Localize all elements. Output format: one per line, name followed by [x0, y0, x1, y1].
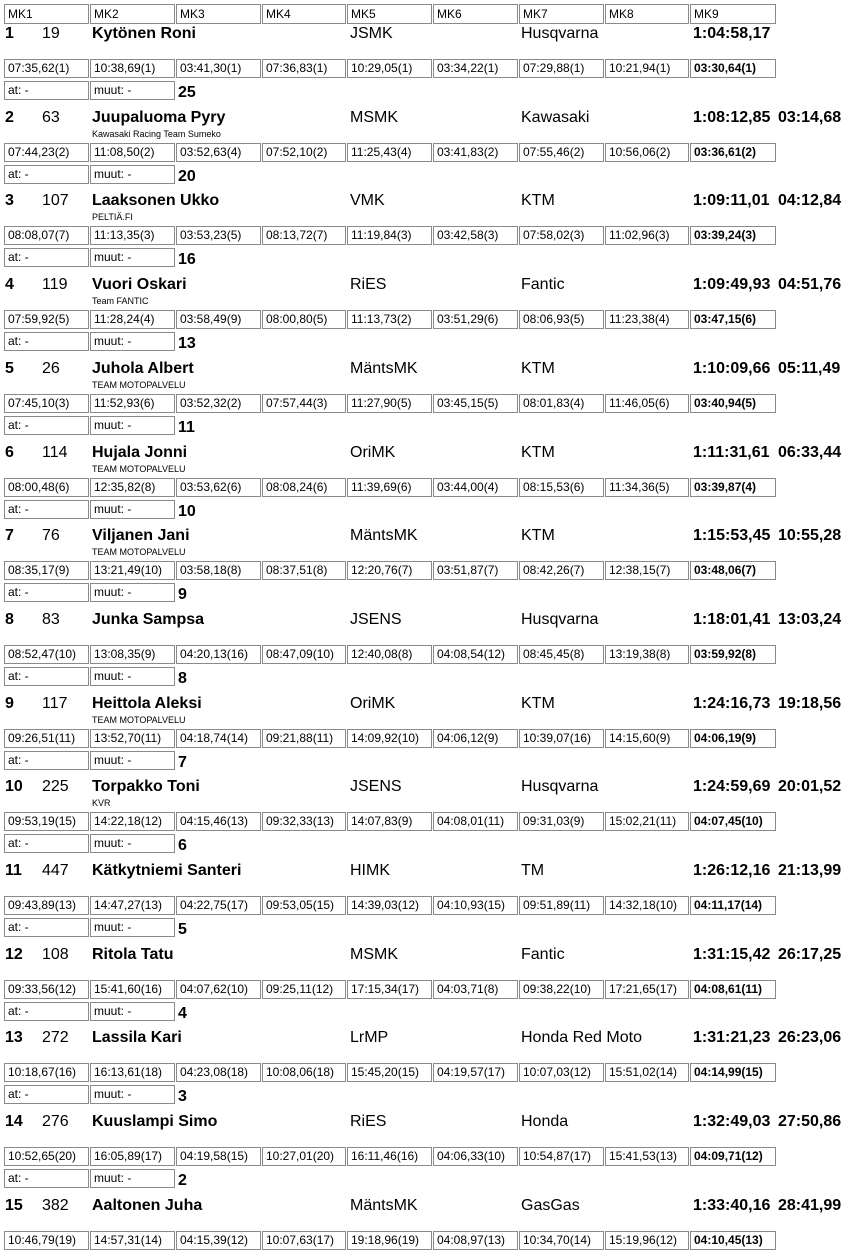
rider-position: 10 [5, 778, 23, 796]
rider-points: 11 [178, 418, 195, 436]
rider-total-time: 1:08:12,85 [693, 108, 771, 126]
rider-gap: 26:17,25 [778, 945, 842, 963]
lap-time-mk5: 14:09,92(10) [347, 729, 432, 748]
rider-club: JSENS [350, 610, 402, 628]
lap-time-mk2: 14:22,18(12) [90, 812, 175, 831]
lap-time-mk3: 04:19,58(15) [176, 1147, 261, 1166]
lap-time-mk6: 04:06,33(10) [433, 1147, 518, 1166]
lap-time-mk6: 03:44,00(4) [433, 478, 518, 497]
lap-time-mk6: 04:03,71(8) [433, 980, 518, 999]
rider-position: 7 [5, 527, 14, 545]
rider-gap: 10:55,28 [778, 527, 842, 545]
rider-name: Vuori Oskari [92, 276, 187, 294]
rider-name: Ritola Tatu [92, 945, 174, 963]
rider-name: Kuuslampi Simo [92, 1113, 218, 1131]
rider-team: TEAM MOTOPALVELU [92, 463, 186, 474]
rider-bike: Kawasaki [521, 108, 590, 126]
lap-time-mk5: 19:18,96(19) [347, 1231, 432, 1250]
lap-time-mk7: 08:06,93(5) [519, 310, 604, 329]
lap-time-mk1: 07:35,62(1) [4, 59, 89, 78]
rider-number: 108 [42, 945, 69, 963]
lap-time-mk3: 04:15,46(13) [176, 812, 261, 831]
rider-club: LrMP [350, 1029, 389, 1047]
rider-bike: Fantic [521, 276, 565, 294]
muut-field: muut: - [90, 332, 175, 351]
rider-club: RiES [350, 1113, 387, 1131]
lap-time-mk1: 08:08,07(7) [4, 226, 89, 245]
lap-time-mk7: 07:29,88(1) [519, 59, 604, 78]
lap-time-mk8: 11:02,96(3) [605, 226, 689, 245]
lap-time-mk8: 15:19,96(12) [605, 1231, 689, 1250]
lap-time-mk9: 03:30,64(1) [690, 59, 776, 78]
lap-time-mk2: 11:13,35(3) [90, 226, 175, 245]
lap-time-mk5: 17:15,34(17) [347, 980, 432, 999]
rider-number: 107 [42, 192, 69, 210]
rider-club: MSMK [350, 108, 398, 126]
rider-number: 225 [42, 778, 69, 796]
column-header-mk7: MK7 [519, 4, 604, 24]
lap-time-mk2: 11:28,24(4) [90, 310, 175, 329]
lap-time-mk1: 09:26,51(11) [4, 729, 89, 748]
lap-time-mk4: 09:53,05(15) [262, 896, 346, 915]
rider-points: 13 [178, 335, 196, 353]
rider-bike: TM [521, 862, 545, 879]
lap-time-mk9: 04:08,61(11) [690, 980, 776, 999]
muut-field: muut: - [90, 667, 175, 686]
lap-time-mk9: 03:36,61(2) [690, 143, 776, 162]
lap-time-mk2: 12:35,82(8) [90, 478, 175, 497]
column-header-mk5: MK5 [347, 4, 432, 24]
rider-number: 382 [42, 1196, 69, 1214]
lap-time-mk8: 17:21,65(17) [605, 980, 689, 999]
rider-gap: 27:50,86 [778, 1113, 842, 1131]
rider-club: JSMK [350, 25, 393, 42]
rider-name: Heittola Aleksi [92, 694, 202, 712]
rider-total-time: 1:24:16,73 [693, 694, 771, 712]
lap-time-mk9: 03:39,24(3) [690, 226, 776, 245]
muut-field: muut: - [90, 1002, 175, 1021]
lap-time-mk1: 09:33,56(12) [4, 980, 89, 999]
rider-position: 2 [5, 108, 14, 126]
lap-time-mk8: 11:46,05(6) [605, 394, 689, 413]
lap-time-mk1: 08:52,47(10) [4, 645, 89, 664]
rider-total-time: 1:32:49,03 [693, 1113, 771, 1131]
at-field: at: - [4, 500, 89, 519]
lap-time-mk9: 03:48,06(7) [690, 561, 776, 580]
lap-time-mk4: 07:52,10(2) [262, 143, 346, 162]
lap-time-mk9: 04:11,17(14) [690, 896, 776, 915]
column-header-mk6: MK6 [433, 4, 518, 24]
lap-time-mk3: 03:53,62(6) [176, 478, 261, 497]
rider-bike: Husqvarna [521, 778, 599, 796]
rider-gap: 04:51,76 [778, 276, 842, 294]
lap-time-mk9: 04:09,71(12) [690, 1147, 776, 1166]
lap-time-mk4: 10:27,01(20) [262, 1147, 346, 1166]
rider-gap: 06:33,44 [778, 443, 842, 461]
lap-time-mk1: 07:45,10(3) [4, 394, 89, 413]
lap-time-mk8: 12:38,15(7) [605, 561, 689, 580]
lap-time-mk6: 03:42,58(3) [433, 226, 518, 245]
lap-time-mk4: 09:25,11(12) [262, 980, 346, 999]
lap-time-mk5: 10:29,05(1) [347, 59, 432, 78]
rider-position: 5 [5, 359, 14, 377]
rider-name: Kätkytniemi Santeri [92, 862, 242, 879]
rider-bike: KTM [521, 359, 555, 377]
lap-time-mk1: 08:35,17(9) [4, 561, 89, 580]
rider-position: 12 [5, 945, 23, 963]
rider-gap: 26:23,06 [778, 1029, 842, 1047]
lap-time-mk1: 08:00,48(6) [4, 478, 89, 497]
rider-number: 19 [42, 25, 60, 42]
lap-time-mk9: 04:06,19(9) [690, 729, 776, 748]
rider-bike: KTM [521, 443, 555, 461]
lap-time-mk9: 03:40,94(5) [690, 394, 776, 413]
lap-time-mk7: 08:45,45(8) [519, 645, 604, 664]
lap-time-mk8: 10:21,94(1) [605, 59, 689, 78]
lap-time-mk6: 03:45,15(5) [433, 394, 518, 413]
rider-number: 26 [42, 359, 60, 377]
rider-bike: Husqvarna [521, 610, 599, 628]
rider-position: 9 [5, 694, 14, 712]
lap-time-mk9: 04:10,45(13) [690, 1231, 776, 1250]
at-field: at: - [4, 834, 89, 853]
lap-time-mk8: 11:34,36(5) [605, 478, 689, 497]
rider-name: Junka Sampsa [92, 610, 205, 628]
lap-time-mk3: 03:58,18(8) [176, 561, 261, 580]
rider-number: 276 [42, 1113, 69, 1131]
lap-time-mk4: 07:57,44(3) [262, 394, 346, 413]
rider-position: 6 [5, 443, 14, 461]
lap-time-mk2: 10:38,69(1) [90, 59, 175, 78]
rider-points: 5 [178, 921, 187, 938]
lap-time-mk8: 10:56,06(2) [605, 143, 689, 162]
lap-time-mk5: 16:11,46(16) [347, 1147, 432, 1166]
rider-bike: KTM [521, 694, 555, 712]
rider-points: 2 [178, 1172, 187, 1190]
lap-time-mk3: 04:20,13(16) [176, 645, 261, 664]
rider-total-time: 1:33:40,16 [693, 1196, 771, 1214]
lap-time-mk4: 09:32,33(13) [262, 812, 346, 831]
rider-number: 447 [42, 862, 69, 879]
lap-time-mk4: 08:00,80(5) [262, 310, 346, 329]
lap-time-mk5: 12:40,08(8) [347, 645, 432, 664]
rider-club: MäntsMK [350, 359, 418, 377]
lap-time-mk6: 03:34,22(1) [433, 59, 518, 78]
rider-position: 1 [5, 25, 14, 42]
rider-bike: GasGas [521, 1196, 580, 1214]
rider-name: Juupaluoma Pyry [92, 108, 226, 126]
lap-time-mk8: 13:19,38(8) [605, 645, 689, 664]
lap-time-mk7: 08:01,83(4) [519, 394, 604, 413]
muut-field: muut: - [90, 500, 175, 519]
lap-time-mk7: 10:07,03(12) [519, 1063, 604, 1082]
lap-time-mk3: 04:22,75(17) [176, 896, 261, 915]
rider-bike: KTM [521, 527, 555, 545]
lap-time-mk2: 14:57,31(14) [90, 1231, 175, 1250]
lap-time-mk5: 14:39,03(12) [347, 896, 432, 915]
lap-time-mk5: 11:19,84(3) [347, 226, 432, 245]
lap-time-mk7: 08:42,26(7) [519, 561, 604, 580]
rider-bike: KTM [521, 192, 555, 210]
lap-time-mk3: 04:07,62(10) [176, 980, 261, 999]
rider-total-time: 1:31:15,42 [693, 945, 771, 963]
rider-gap: 03:14,68 [778, 108, 842, 126]
rider-team: TEAM MOTOPALVELU [92, 714, 186, 725]
rider-name: Laaksonen Ukko [92, 192, 220, 210]
lap-time-mk1: 07:44,23(2) [4, 143, 89, 162]
lap-time-mk1: 10:18,67(16) [4, 1063, 89, 1082]
rider-total-time: 1:18:01,41 [693, 610, 771, 628]
lap-time-mk2: 16:05,89(17) [90, 1147, 175, 1166]
rider-total-time: 1:26:12,16 [693, 862, 771, 879]
rider-points: 16 [178, 251, 196, 269]
lap-time-mk4: 10:07,63(17) [262, 1231, 346, 1250]
lap-time-mk4: 08:37,51(8) [262, 561, 346, 580]
rider-gap: 20:01,52 [778, 778, 842, 796]
at-field: at: - [4, 1169, 89, 1188]
at-field: at: - [4, 1085, 89, 1104]
lap-time-mk8: 14:32,18(10) [605, 896, 689, 915]
lap-time-mk5: 11:25,43(4) [347, 143, 432, 162]
rider-points: 3 [178, 1088, 187, 1106]
at-field: at: - [4, 81, 89, 100]
lap-time-mk3: 03:58,49(9) [176, 310, 261, 329]
rider-total-time: 1:15:53,45 [693, 527, 771, 545]
lap-time-mk2: 13:52,70(11) [90, 729, 175, 748]
lap-time-mk6: 03:41,83(2) [433, 143, 518, 162]
lap-time-mk1: 10:46,79(19) [4, 1231, 89, 1250]
rider-gap: 05:11,49 [778, 359, 841, 377]
muut-field: muut: - [90, 165, 175, 184]
at-field: at: - [4, 667, 89, 686]
lap-time-mk6: 04:08,01(11) [433, 812, 518, 831]
lap-time-mk5: 15:45,20(15) [347, 1063, 432, 1082]
lap-time-mk3: 03:52,32(2) [176, 394, 261, 413]
lap-time-mk3: 04:15,39(12) [176, 1231, 261, 1250]
lap-time-mk3: 03:41,30(1) [176, 59, 261, 78]
lap-time-mk7: 10:54,87(17) [519, 1147, 604, 1166]
rider-position: 15 [5, 1196, 23, 1214]
lap-time-mk9: 04:07,45(10) [690, 812, 776, 831]
column-header-mk9: MK9 [690, 4, 776, 24]
lap-time-mk7: 08:15,53(6) [519, 478, 604, 497]
lap-time-mk3: 04:18,74(14) [176, 729, 261, 748]
lap-time-mk7: 07:58,02(3) [519, 226, 604, 245]
muut-field: muut: - [90, 918, 175, 937]
rider-bike: Husqvarna [521, 25, 599, 42]
rider-points: 7 [178, 753, 187, 771]
column-header-mk4: MK4 [262, 4, 346, 24]
muut-field: muut: - [90, 583, 175, 602]
lap-time-mk8: 11:23,38(4) [605, 310, 689, 329]
rider-points: 10 [178, 502, 196, 520]
rider-number: 63 [42, 108, 60, 126]
rider-name: Aaltonen Juha [92, 1196, 203, 1214]
muut-field: muut: - [90, 1169, 175, 1188]
lap-time-mk3: 03:52,63(4) [176, 143, 261, 162]
lap-time-mk7: 09:38,22(10) [519, 980, 604, 999]
rider-club: JSENS [350, 778, 402, 796]
rider-points: 6 [178, 837, 187, 855]
lap-time-mk9: 04:14,99(15) [690, 1063, 776, 1082]
rider-team: Team FANTIC [92, 296, 149, 307]
rider-total-time: 1:31:21,23 [693, 1029, 771, 1047]
lap-time-mk2: 11:52,93(6) [90, 394, 175, 413]
rider-name: Torpakko Toni [92, 778, 200, 796]
lap-time-mk7: 07:55,46(2) [519, 143, 604, 162]
lap-time-mk3: 04:23,08(18) [176, 1063, 261, 1082]
lap-time-mk6: 04:19,57(17) [433, 1063, 518, 1082]
at-field: at: - [4, 416, 89, 435]
lap-time-mk1: 07:59,92(5) [4, 310, 89, 329]
rider-team: Kawasaki Racing Team Sumeko [92, 128, 221, 139]
lap-time-mk5: 11:39,69(6) [347, 478, 432, 497]
lap-time-mk6: 03:51,29(6) [433, 310, 518, 329]
lap-time-mk4: 08:08,24(6) [262, 478, 346, 497]
rider-name: Lassila Kari [92, 1029, 182, 1047]
lap-time-mk6: 04:06,12(9) [433, 729, 518, 748]
lap-time-mk5: 14:07,83(9) [347, 812, 432, 831]
lap-time-mk8: 14:15,60(9) [605, 729, 689, 748]
rider-position: 8 [5, 610, 14, 628]
rider-points: 25 [178, 84, 196, 101]
rider-team: TEAM MOTOPALVELU [92, 379, 186, 390]
rider-number: 117 [42, 694, 68, 712]
muut-field: muut: - [90, 751, 175, 770]
rider-total-time: 1:09:11,01 [693, 192, 770, 210]
rider-bike: Fantic [521, 945, 565, 963]
rider-name: Viljanen Jani [92, 527, 190, 545]
rider-bike: Honda [521, 1113, 569, 1131]
rider-number: 272 [42, 1029, 69, 1047]
lap-time-mk6: 04:10,93(15) [433, 896, 518, 915]
at-field: at: - [4, 918, 89, 937]
rider-name: Hujala Jonni [92, 443, 188, 461]
lap-time-mk2: 14:47,27(13) [90, 896, 175, 915]
at-field: at: - [4, 1002, 89, 1021]
rider-gap: 19:18,56 [778, 694, 842, 712]
rider-position: 13 [5, 1029, 23, 1047]
lap-time-mk7: 10:34,70(14) [519, 1231, 604, 1250]
lap-time-mk7: 09:51,89(11) [519, 896, 604, 915]
lap-time-mk7: 09:31,03(9) [519, 812, 604, 831]
rider-club: HIMK [350, 862, 390, 879]
rider-gap: 28:41,99 [778, 1196, 842, 1214]
rider-club: MäntsMK [350, 527, 418, 545]
rider-number: 83 [42, 610, 60, 628]
rider-name: Kytönen Roni [92, 25, 196, 42]
rider-points: 8 [178, 669, 187, 687]
rider-position: 3 [5, 192, 14, 210]
lap-time-mk6: 03:51,87(7) [433, 561, 518, 580]
lap-time-mk4: 07:36,83(1) [262, 59, 346, 78]
rider-club: MäntsMK [350, 1196, 418, 1214]
rider-total-time: 1:24:59,69 [693, 778, 771, 796]
lap-time-mk7: 10:39,07(16) [519, 729, 604, 748]
rider-total-time: 1:10:09,66 [693, 359, 771, 377]
at-field: at: - [4, 751, 89, 770]
lap-time-mk4: 09:21,88(11) [262, 729, 346, 748]
muut-field: muut: - [90, 1085, 175, 1104]
rider-team: PELTIÄ.FI [92, 212, 133, 223]
lap-time-mk2: 13:08,35(9) [90, 645, 175, 664]
lap-time-mk5: 11:13,73(2) [347, 310, 432, 329]
rider-bike: Honda Red Moto [521, 1029, 642, 1047]
lap-time-mk4: 08:13,72(7) [262, 226, 346, 245]
rider-total-time: 1:11:31,61 [693, 443, 770, 461]
rider-club: MSMK [350, 945, 398, 963]
at-field: at: - [4, 583, 89, 602]
lap-time-mk1: 10:52,65(20) [4, 1147, 89, 1166]
lap-time-mk2: 15:41,60(16) [90, 980, 175, 999]
rider-gap: 21:13,99 [778, 862, 842, 879]
rider-position: 11 [5, 862, 22, 879]
rider-position: 4 [5, 276, 14, 294]
lap-time-mk5: 12:20,76(7) [347, 561, 432, 580]
muut-field: muut: - [90, 416, 175, 435]
column-header-mk8: MK8 [605, 4, 689, 24]
rider-points: 4 [178, 1004, 187, 1022]
rider-points: 20 [178, 167, 196, 185]
column-header-mk1: MK1 [4, 4, 89, 24]
lap-time-mk1: 09:43,89(13) [4, 896, 89, 915]
rider-gap: 04:12,84 [778, 192, 842, 210]
rider-position: 14 [5, 1113, 23, 1131]
rider-points: 9 [178, 586, 187, 604]
rider-total-time: 1:04:58,17 [693, 25, 771, 42]
rider-team: TEAM MOTOPALVELU [92, 547, 186, 558]
muut-field: muut: - [90, 81, 175, 100]
rider-number: 119 [42, 276, 68, 294]
lap-time-mk4: 08:47,09(10) [262, 645, 346, 664]
lap-time-mk6: 04:08,97(13) [433, 1231, 518, 1250]
rider-name: Juhola Albert [92, 359, 194, 377]
lap-time-mk8: 15:02,21(11) [605, 812, 689, 831]
rider-club: OriMK [350, 443, 396, 461]
at-field: at: - [4, 332, 89, 351]
lap-time-mk3: 03:53,23(5) [176, 226, 261, 245]
lap-time-mk6: 04:08,54(12) [433, 645, 518, 664]
column-header-mk2: MK2 [90, 4, 175, 24]
rider-number: 76 [42, 527, 60, 545]
lap-time-mk9: 03:59,92(8) [690, 645, 776, 664]
lap-time-mk5: 11:27,90(5) [347, 394, 432, 413]
lap-time-mk9: 03:47,15(6) [690, 310, 776, 329]
rider-number: 114 [42, 443, 68, 461]
rider-club: OriMK [350, 694, 396, 712]
rider-total-time: 1:09:49,93 [693, 276, 771, 294]
lap-time-mk4: 10:08,06(18) [262, 1063, 346, 1082]
at-field: at: - [4, 248, 89, 267]
muut-field: muut: - [90, 248, 175, 267]
muut-field: muut: - [90, 834, 175, 853]
lap-time-mk8: 15:51,02(14) [605, 1063, 689, 1082]
column-header-mk3: MK3 [176, 4, 261, 24]
lap-time-mk2: 11:08,50(2) [90, 143, 175, 162]
rider-gap: 13:03,24 [778, 610, 842, 628]
rider-club: RiES [350, 276, 387, 294]
lap-time-mk8: 15:41,53(13) [605, 1147, 689, 1166]
at-field: at: - [4, 165, 89, 184]
lap-time-mk2: 16:13,61(18) [90, 1063, 175, 1082]
lap-time-mk9: 03:39,87(4) [690, 478, 776, 497]
lap-time-mk1: 09:53,19(15) [4, 812, 89, 831]
lap-time-mk2: 13:21,49(10) [90, 561, 175, 580]
rider-club: VMK [350, 192, 385, 210]
rider-team: KVR [92, 798, 111, 809]
